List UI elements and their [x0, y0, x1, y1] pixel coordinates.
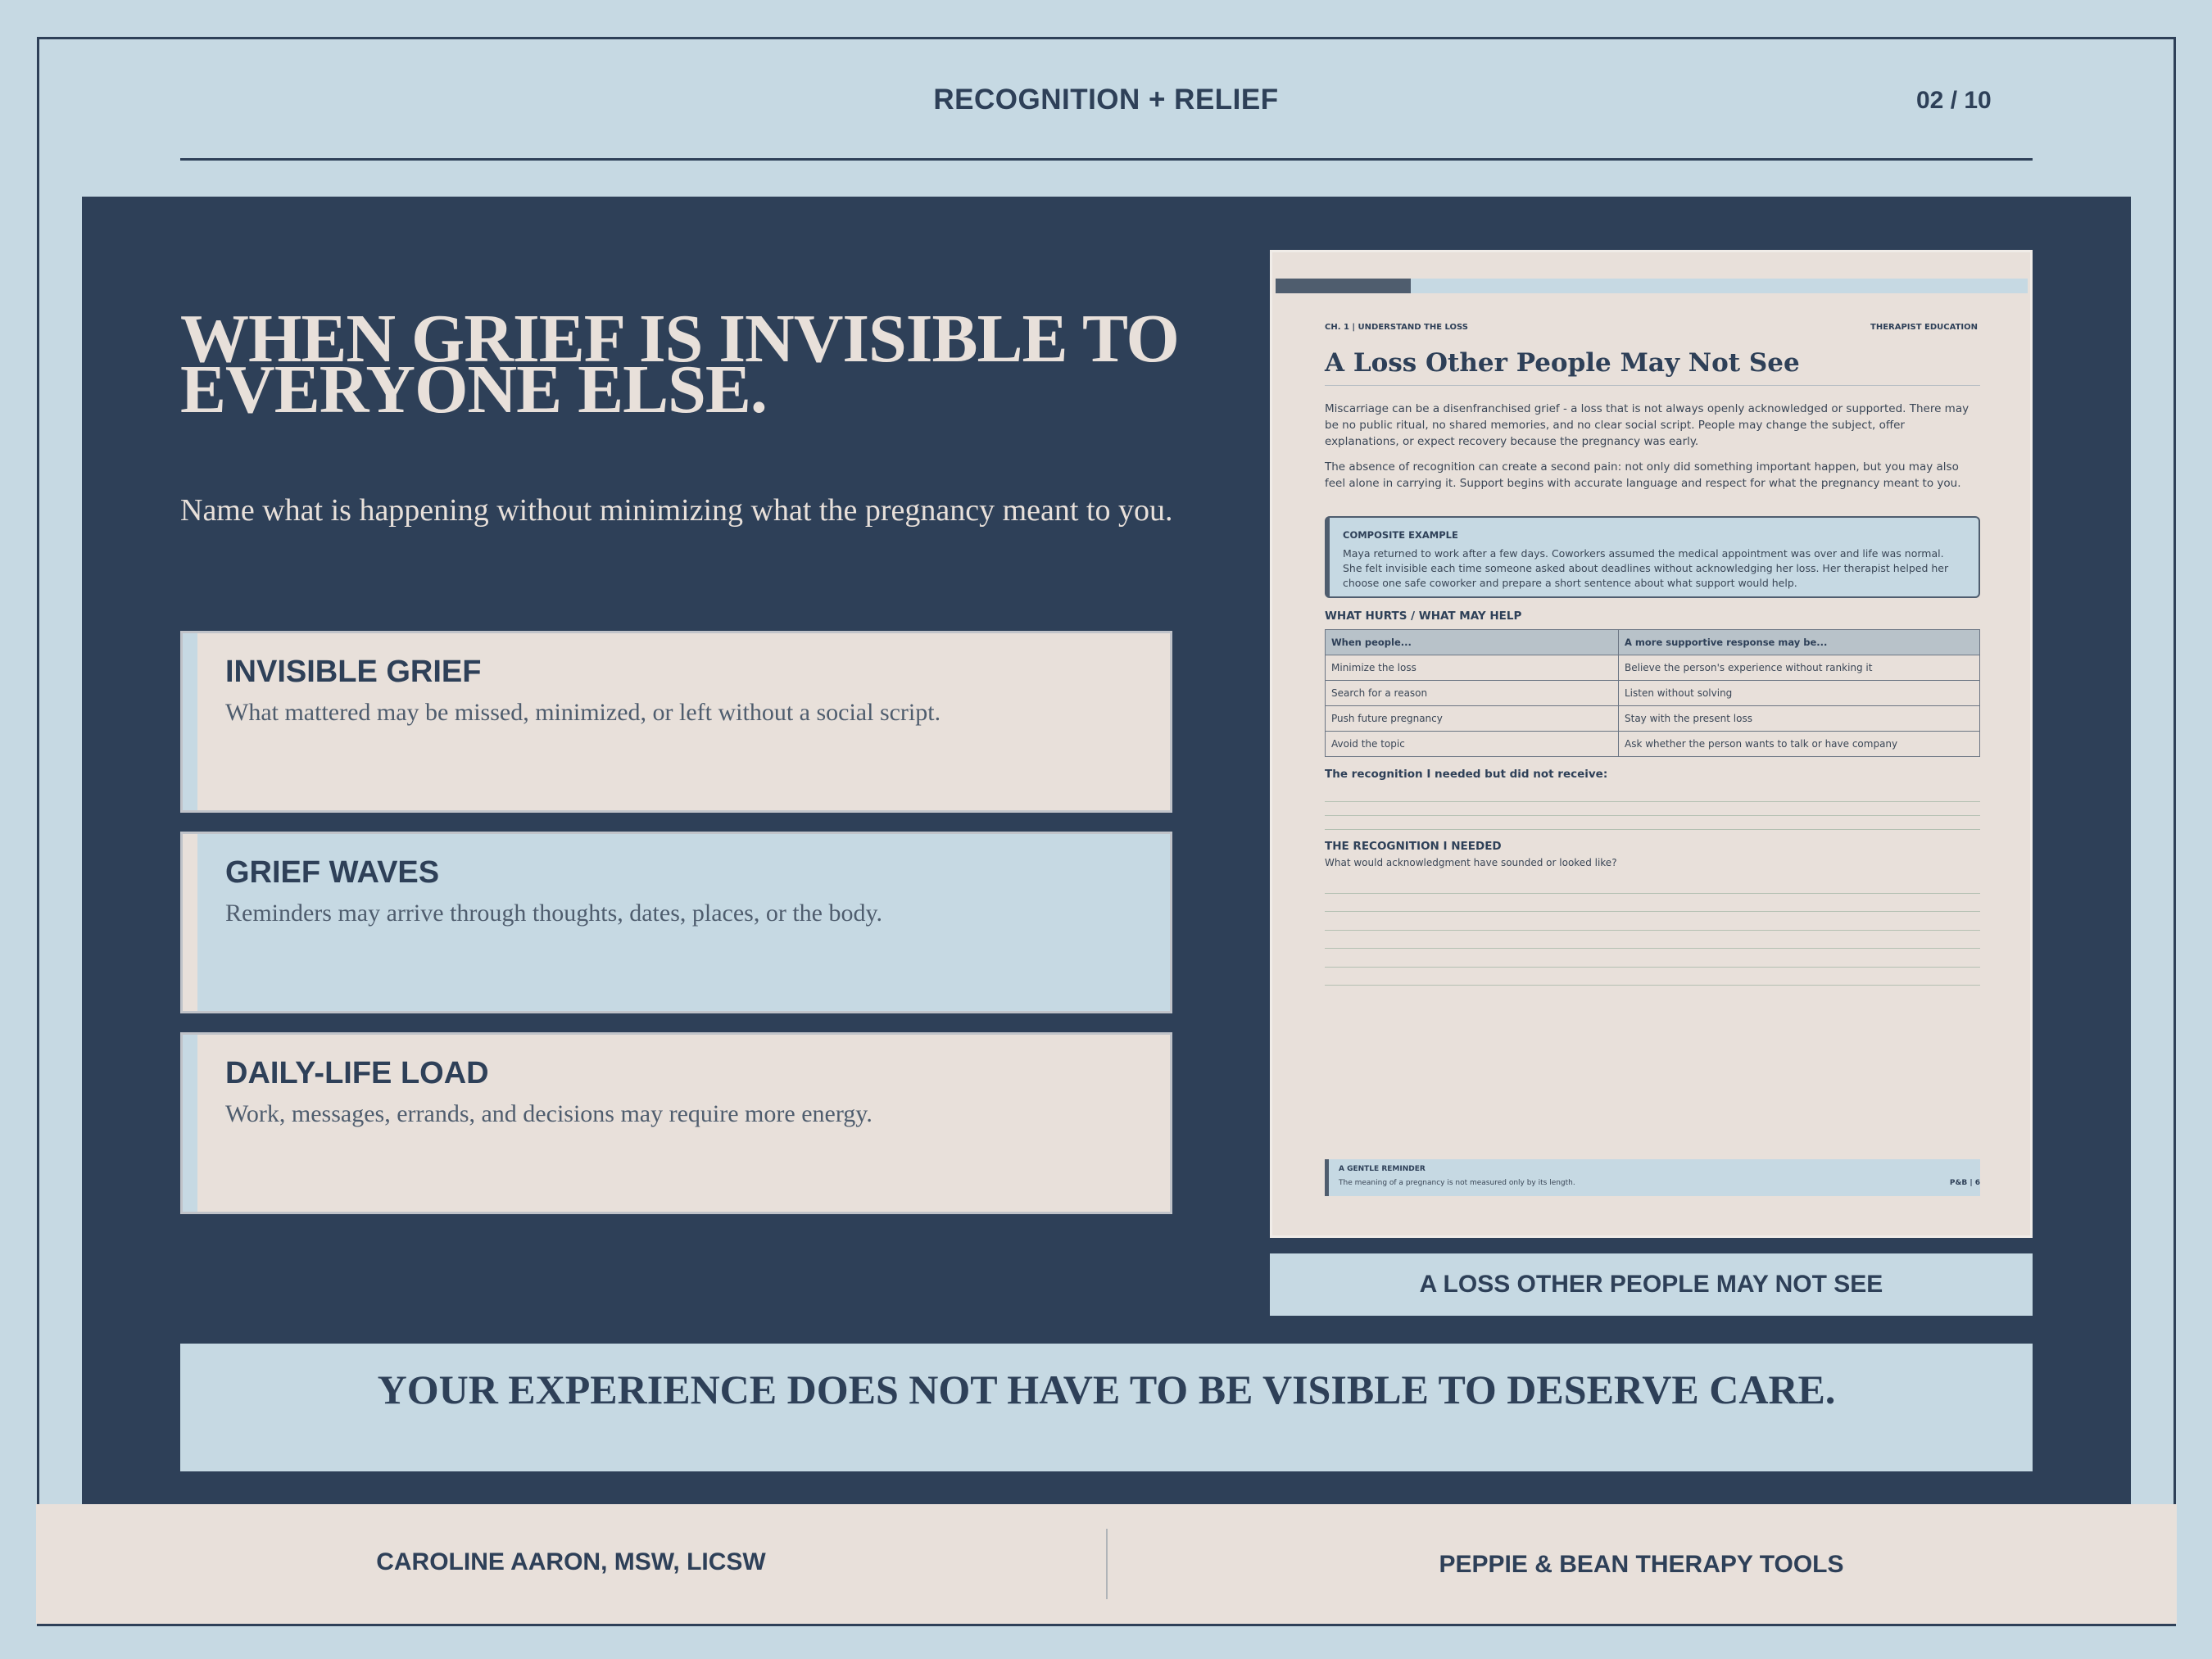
writing-line [1325, 948, 1980, 949]
writing-line [1325, 985, 1980, 986]
worksheet-progress-bar [1276, 279, 2028, 293]
table-row [1326, 706, 1980, 732]
gentle-reminder-box [1325, 1159, 1980, 1196]
worksheet-preview [1270, 250, 2033, 1238]
brand-name: PEPPIE & BEAN THERAPY TOOLS [1439, 1551, 1844, 1578]
card-text: Reminders may arrive through thoughts, dates, places, or the body. [225, 900, 883, 927]
page-number: 02 / 10 [1916, 87, 1992, 114]
section-2-title: THE RECOGNITION I NEEDED [1325, 840, 1502, 853]
table-cell: Push future pregnancy [1326, 706, 1619, 732]
writing-line [1325, 967, 1980, 968]
writing-line [1325, 801, 1980, 802]
table-header-cell: A more supportive response may be... [1619, 630, 1980, 655]
writing-line [1325, 911, 1980, 912]
table-cell: Stay with the present loss [1619, 706, 1980, 732]
table-cell: Ask whether the person wants to talk or have company [1619, 732, 1980, 757]
worksheet-paragraph-2: The absence of recognition can create a second pain: not only did something important happen, but you may also feel alone in carrying it. Support begins with accurate language and respect for what the pregnancy meant to you. [1325, 460, 1961, 490]
card-text: What mattered may be missed, minimized, or left without a social script. [225, 699, 941, 726]
card-accent-stripe [183, 1035, 197, 1212]
card-accent-stripe [183, 834, 197, 1011]
reminder-text: The meaning of a pregnancy is not measured only by its length. [1339, 1179, 1575, 1187]
worksheet-progress-fill [1276, 279, 1411, 293]
section-title: RECOGNITION + RELIEF [933, 84, 1279, 116]
example-text: Maya returned to work after a few days. Coworkers assumed the medical appointment was over and life was normal. She felt invisible each time someone asked about deadlines without acknowledging her loss. Her therapist helped her choose one safe coworker and prepare a short sentence about what support would help. [1343, 547, 1949, 589]
table-row [1326, 655, 1980, 681]
worksheet-title: A Loss Other People May Not See [1325, 348, 1800, 378]
header-divider [180, 158, 2033, 161]
worksheet-caption: A LOSS OTHER PEOPLE MAY NOT SEE [1270, 1253, 2033, 1316]
card-title: GRIEF WAVES [225, 855, 440, 890]
card-title: INVISIBLE GRIEF [225, 655, 482, 689]
headline: WHEN GRIEF IS INVISIBLE TO EVERYONE ELSE. [180, 301, 1179, 428]
card-title: DAILY-LIFE LOAD [225, 1056, 489, 1090]
table-row [1326, 732, 1980, 757]
table-cell: Listen without solving [1619, 681, 1980, 706]
card-grief-waves [180, 832, 1172, 1013]
worksheet-chapter: CH. 1 | UNDERSTAND THE LOSS [1325, 323, 1468, 332]
table-cell: Believe the person's experience without ranking it [1619, 655, 1980, 681]
writing-line [1325, 815, 1980, 816]
author-credit: CAROLINE AARON, MSW, LICSW [376, 1548, 766, 1575]
card-accent-stripe [183, 633, 197, 810]
section-2-prompt: What would acknowledgment have sounded or looked like? [1325, 857, 1617, 868]
writing-prompt-1: The recognition I needed but did not receive: [1325, 768, 1608, 781]
worksheet-page-label: P&B | 6 [1949, 1179, 1980, 1187]
example-title: COMPOSITE EXAMPLE [1343, 529, 1458, 541]
subheadline: Name what is happening without minimizing what the pregnancy meant to you. [180, 493, 1173, 528]
card-invisible-grief [180, 631, 1172, 813]
card-text: Work, messages, errands, and decisions may require more energy. [225, 1100, 873, 1127]
table-cell: Minimize the loss [1326, 655, 1619, 681]
affirmation-text: YOUR EXPERIENCE DOES NOT HAVE TO BE VISIBLE TO DESERVE CARE. [377, 1367, 1836, 1412]
composite-example-box [1325, 516, 1980, 598]
reminder-title: A GENTLE REMINDER [1339, 1165, 1426, 1173]
table-header-cell: When people... [1326, 630, 1619, 655]
affirmation-banner [180, 1344, 2033, 1471]
table-title: WHAT HURTS / WHAT MAY HELP [1325, 610, 1522, 623]
hurts-helps-table [1325, 629, 1980, 757]
writing-line [1325, 930, 1980, 931]
worksheet-category: THERAPIST EDUCATION [1870, 323, 1978, 332]
worksheet-title-rule [1325, 385, 1980, 386]
footer [36, 1504, 2177, 1624]
table-cell: Search for a reason [1326, 681, 1619, 706]
worksheet-paragraph-1: Miscarriage can be a disenfranchised grief - a loss that is not always openly acknowledged or supported. There may be no public ritual, no shared memories, and no clear social script. People may change the subject, offer explanations, or expect recovery because the pregnancy was early. [1325, 402, 1969, 448]
writing-line [1325, 893, 1980, 894]
writing-line [1325, 829, 1980, 830]
table-row [1326, 681, 1980, 706]
card-daily-life-load [180, 1032, 1172, 1214]
table-header-row [1326, 630, 1980, 655]
table-cell: Avoid the topic [1326, 732, 1619, 757]
